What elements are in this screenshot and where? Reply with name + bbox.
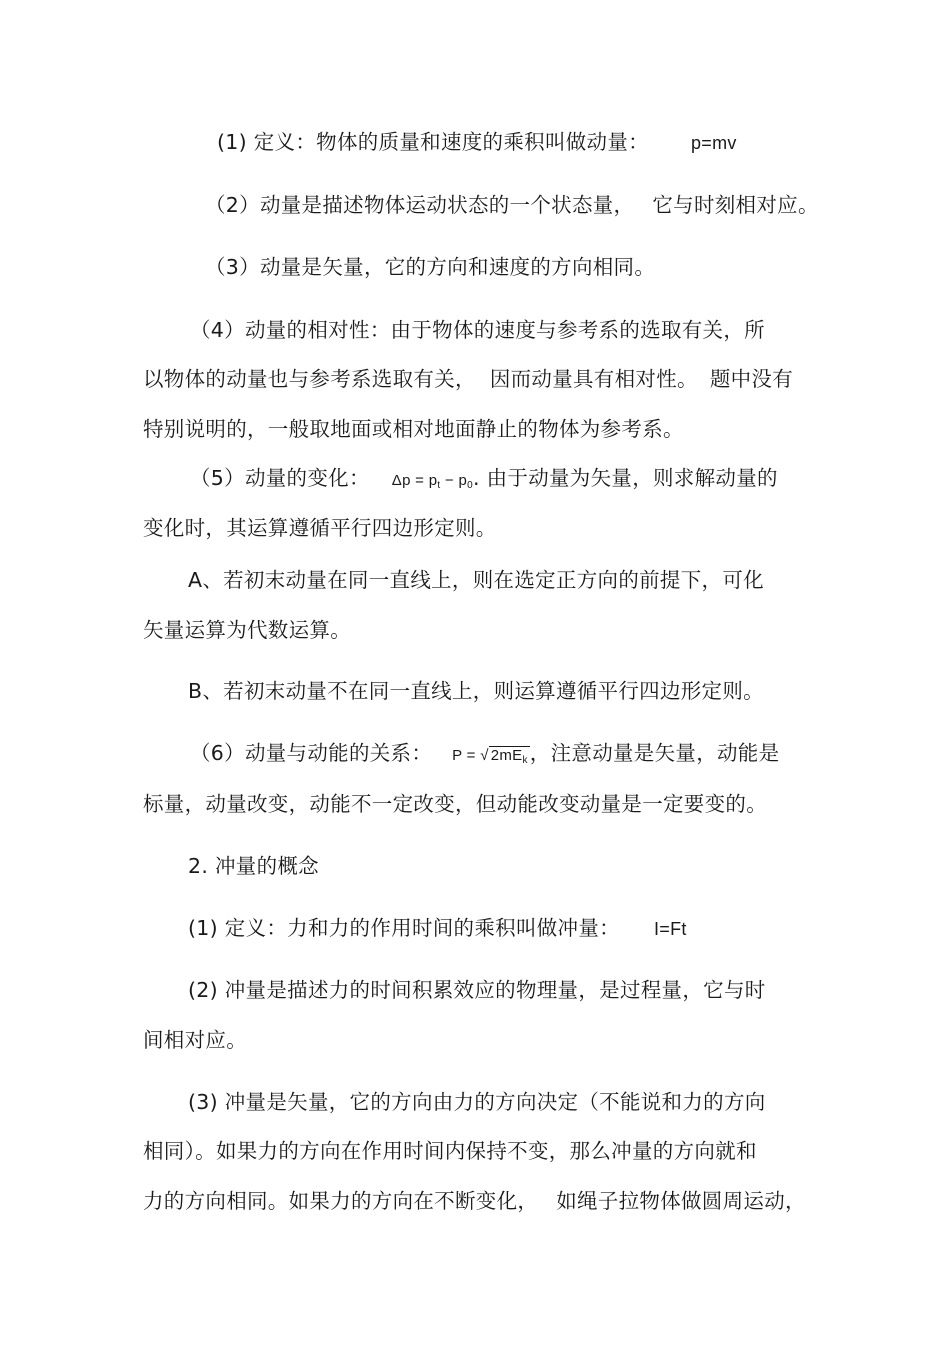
line-text: 变化时，其运算遵循平行四边形定则。 [143,516,497,540]
line-text: 间相对应。 [143,1028,247,1052]
line-text: 题中没有 [709,367,794,391]
line-text: (3) 冲量是矢量，它的方向由力的方向决定（不能说和力的方向 [188,1090,766,1114]
formula-p-sqrt: P = √ $2mE_k$ [452,747,528,766]
line-text: 因而动量具有相对性。 [489,367,698,391]
paragraph-line [188,1088,766,1116]
line-text: 相同）。如果力的方向在作用时间内保持不变，那么冲量的方向就和 [143,1139,757,1163]
line-text: A、若初末动量在同一直线上，则在选定正方向的前提下，可化 [188,568,764,592]
paragraph-line [188,914,687,943]
line-text: B、若初末动量不在同一直线上，则运算遵循平行四边形定则。 [188,679,764,703]
line-text: （6）动量与动能的关系： [190,741,433,765]
paragraph-line [217,128,737,157]
paragraph-line [188,566,764,594]
paragraph-line [143,514,497,542]
paragraph-line [188,677,764,705]
line-text: 特别说明的，一般取地面或相对地面静止的物体为参考系。 [143,417,684,441]
paragraph-line [143,415,684,443]
line-text: (1) 定义：力和力的作用时间的乘积叫做冲量： [188,916,620,940]
line-text: 矢量运算为代数运算。 [143,618,351,642]
paragraph-line [143,790,767,818]
line-text: 如绳子拉物体做圆周运动， [556,1189,806,1213]
section-heading [188,852,319,880]
line-text: . 由于动量为矢量，则求解动量的 [472,466,778,490]
paragraph-line [205,253,655,281]
line-text: （2）动量是描述物体运动状态的一个状态量， [205,193,635,217]
formula-p-mv: p=mv [690,133,737,153]
line-text: (2) 冲量是描述力的时间积累效应的物理量，是过程量，它与时 [188,978,766,1002]
line-text: ，注意动量是矢量，动能是 [529,741,780,765]
formula-delta-p: $\Delta p = p_t - p_0$ [391,472,473,491]
paragraph-line [190,464,778,500]
line-text: 标量，动量改变，动能不一定改变，但动能改变动量是一定要变的。 [143,792,767,816]
paragraph-line [143,1187,806,1215]
paragraph-line [143,616,351,644]
paragraph-line [143,365,793,393]
line-text: （4）动量的相对性：由于物体的速度与参考系的选取有关，所 [190,318,765,342]
formula-i-ft: I=Ft [653,919,687,939]
line-text: （5）动量的变化： [190,466,370,490]
paragraph-line [143,1137,757,1165]
paragraph-line [190,316,765,344]
line-text: （3）动量是矢量，它的方向和速度的方向相同。 [205,255,656,279]
line-text: (1) 定义：物体的质量和速度的乘积叫做动量： [217,130,649,154]
paragraph-line [188,976,766,1004]
line-text: 它与时刻相对应。 [652,193,819,217]
paragraph-line [190,739,779,775]
line-text: 2. 冲量的概念 [188,854,319,878]
line-text: 力的方向相同。如果力的方向在不断变化， [143,1189,539,1213]
paragraph-line [143,1026,247,1054]
line-text: 以物体的动量也与参考系选取有关， [143,367,476,391]
paragraph-line [205,191,819,219]
